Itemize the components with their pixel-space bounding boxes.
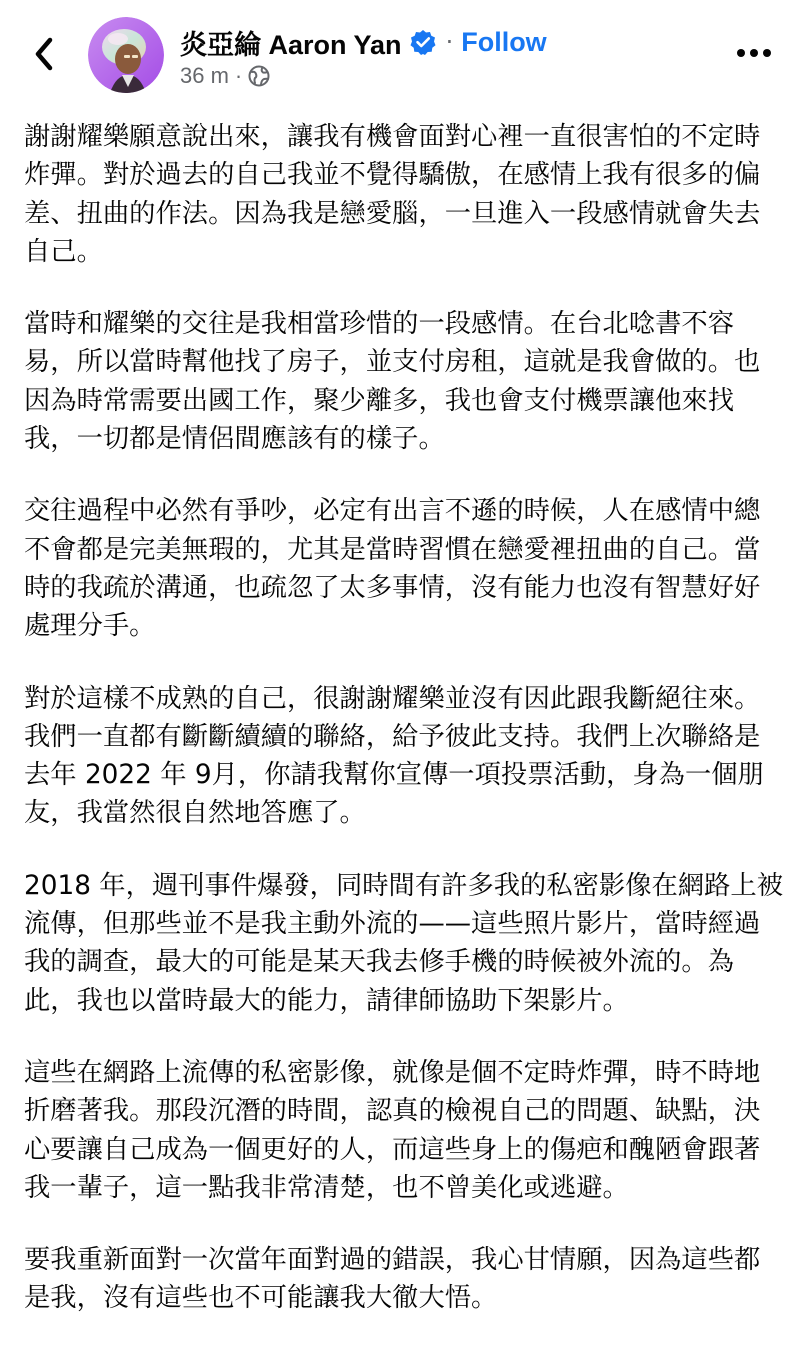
post-body <box>24 118 784 1352</box>
follow-button[interactable]: Follow <box>461 26 547 57</box>
post-paragraph: 謝謝耀樂願意說出來，讓我有機會面對心裡一直很害怕的不定時炸彈。對於過去的自己我並不覺得驕傲，在感情上我有很多的偏差、扭曲的作法。因為我是戀愛腦，一旦進入一段感情就會失去自己。 <box>24 122 761 267</box>
post-header <box>0 0 800 100</box>
more-options-icon <box>736 48 772 58</box>
back-button[interactable] <box>24 30 64 78</box>
post-paragraph: 對於這樣不成熟的自己，很謝謝耀樂並沒有因此跟我斷絕往來。我們一直都有斷斷續續的聯絡，給予彼此支持。我們上次聯絡是去年 2022 年 9月，你請我幫你宣傳一項投票活動，身為一個朋友，我當然很自然地答應了。 <box>24 683 764 829</box>
globe-icon <box>248 65 270 87</box>
post-paragraph: 2018 年，週刊事件爆發，同時間有許多我的私密影像在網路上被流傳，但那些並不是我主動外流的——這些照片影片，當時經過我的調查，最大的可能是某天我去修手機的時候被外流的。為此，我也以當時最大的能力，請律師協助下架影片。 <box>24 870 784 1016</box>
author-name[interactable]: 炎亞綸 Aaron Yan <box>180 29 402 60</box>
author-avatar[interactable] <box>88 17 164 93</box>
post-timestamp[interactable]: 36 m <box>180 63 229 88</box>
verified-badge-icon <box>410 29 436 55</box>
post-paragraph: 當時和耀樂的交往是我相當珍惜的一段感情。在台北唸書不容易，所以當時幫他找了房子，並支付房租，這就是我會做的。也因為時常需要出國工作，聚少離多，我也會支付機票讓他來找我，一切都是情侶間應該有的樣子。 <box>24 309 761 455</box>
name-separator: · <box>445 28 454 56</box>
post-meta <box>180 62 270 90</box>
post-paragraph: 交往過程中必然有爭吵，必定有出言不遜的時候，人在感情中總不會都是完美無瑕的，尤其是當時習慣在戀愛裡扭曲的自己。當時的我疏於溝通，也疏忽了太多事情，沒有能力也沒有智慧好好處理分手。 <box>24 496 761 642</box>
avatar-image <box>88 17 164 93</box>
post-paragraph: 要我重新面對一次當年面對過的錯誤，我心甘情願，因為這些都是我，沒有這些也不可能讓我大徹大悟。 <box>24 1245 761 1314</box>
more-options-button[interactable] <box>734 38 774 68</box>
post-paragraph: 這些在網路上流傳的私密影像，就像是個不定時炸彈，時不時地折磨著我。那段沉潛的時間，認真的檢視自己的問題、缺點，決心要讓自己成為一個更好的人，而這些身上的傷疤和醜陋會跟著我一輩子，這一點我非常清楚，也不曾美化或逃避。 <box>24 1057 761 1203</box>
chevron-left-icon <box>33 37 55 71</box>
meta-separator: · <box>234 63 243 88</box>
author-name-row <box>180 22 547 62</box>
